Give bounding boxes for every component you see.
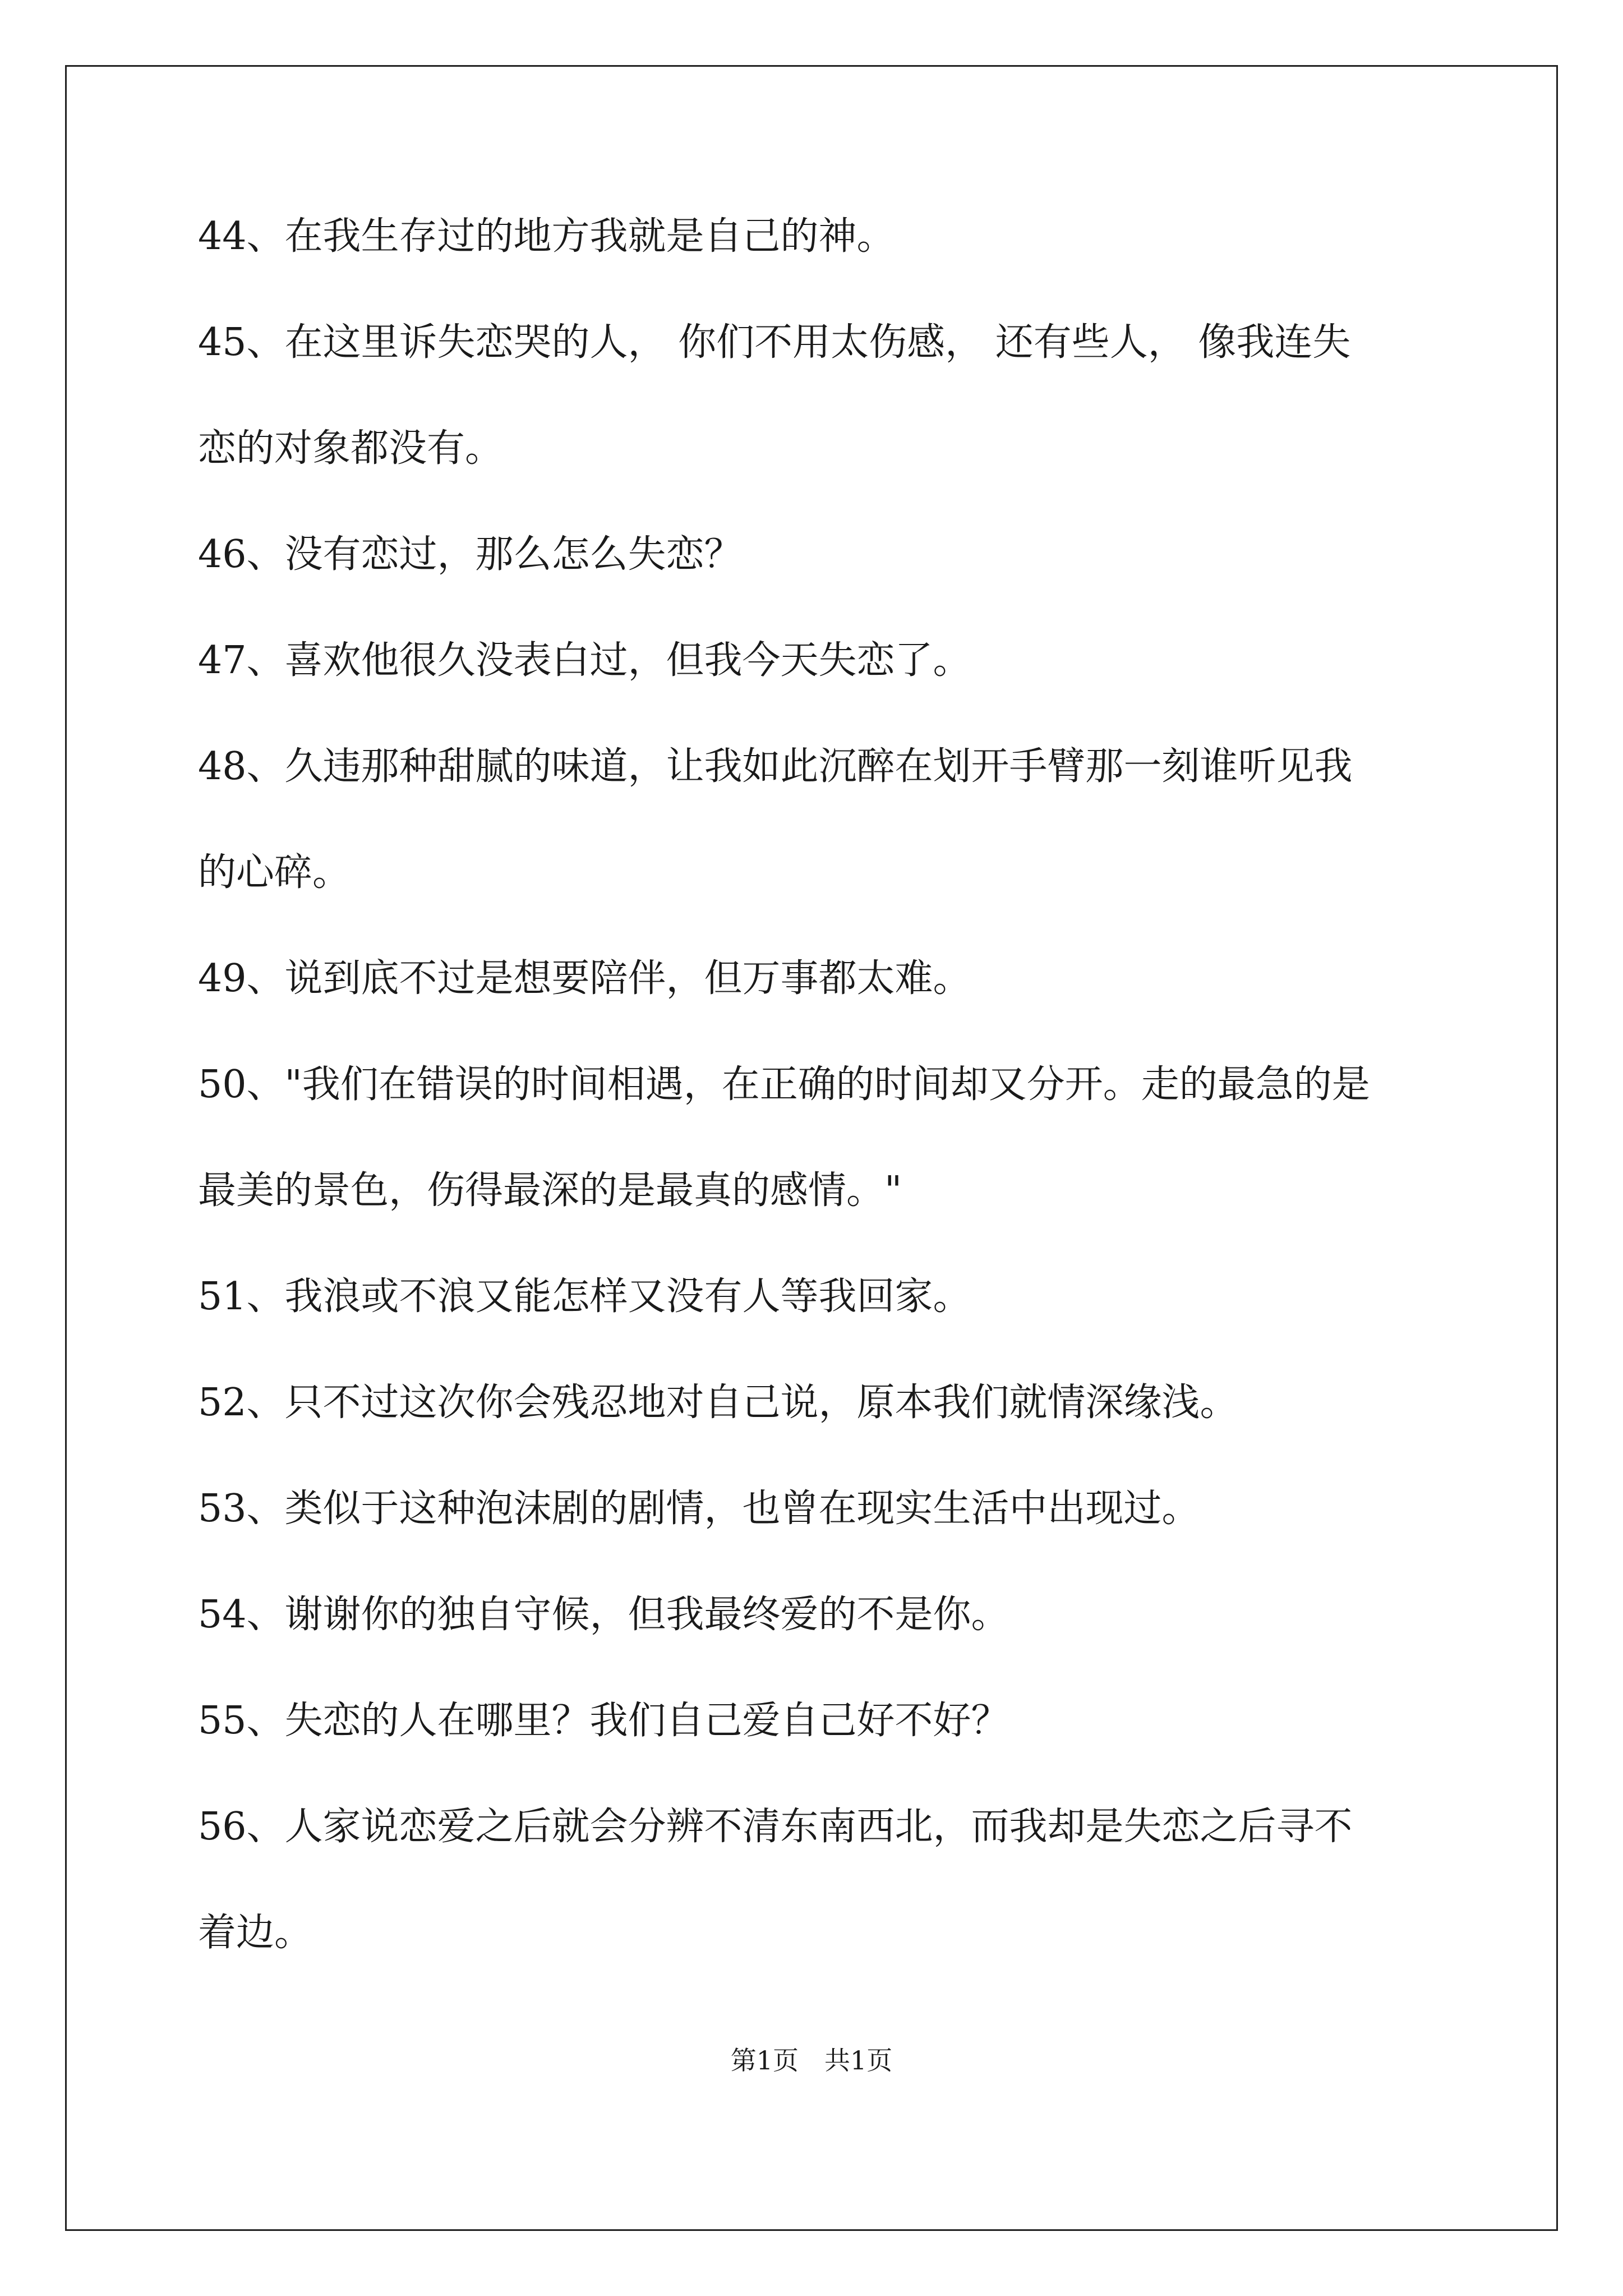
text-line: 54、谢谢你的独自守候，但我最终爱的不是你。 [198, 1593, 1009, 1637]
text-line: 45、在这里诉失恋哭的人， 你们不用太伤感， 还有些人， 像我连失 [198, 320, 1351, 365]
text-line: 着边。 [198, 1911, 313, 1955]
text-line: 44、在我生存过的地方我就是自己的神。 [198, 214, 895, 259]
text-line: 55、失恋的人在哪里？我们自己爱自己好不好？ [198, 1699, 1009, 1743]
text-line: 50、"我们在错误的时间相遇，在正确的时间却又分开。走的最急的是 [198, 1062, 1370, 1107]
text-line: 51、我浪或不浪又能怎样又没有人等我回家。 [198, 1274, 971, 1319]
text-line: 的心碎。 [198, 850, 351, 895]
document-body [198, 214, 1432, 2020]
text-line: 56、人家说恋爱之后就会分辨不清东南西北，而我却是失恋之后寻不 [198, 1805, 1353, 1849]
text-line: 48、久违那种甜腻的味道，让我如此沉醉在划开手臂那一刻谁听见我 [198, 744, 1353, 789]
text-line: 52、只不过这次你会残忍地对自己说，原本我们就情深缘浅。 [198, 1381, 1238, 1425]
text-line: 49、说到底不过是想要陪伴，但万事都太难。 [198, 956, 971, 1001]
text-line: 53、类似于这种泡沫剧的剧情，也曾在现实生活中出现过。 [198, 1487, 1200, 1531]
text-line: 恋的对象都没有。 [198, 426, 504, 471]
text-line: 最美的景色，伤得最深的是最真的感情。" [198, 1168, 902, 1213]
text-line: 47、喜欢他很久没表白过，但我今天失恋了。 [198, 638, 971, 683]
page-number-footer: 第1页 共1页 [730, 2045, 893, 2076]
text-line: 46、没有恋过，那么怎么失恋？ [198, 532, 743, 577]
